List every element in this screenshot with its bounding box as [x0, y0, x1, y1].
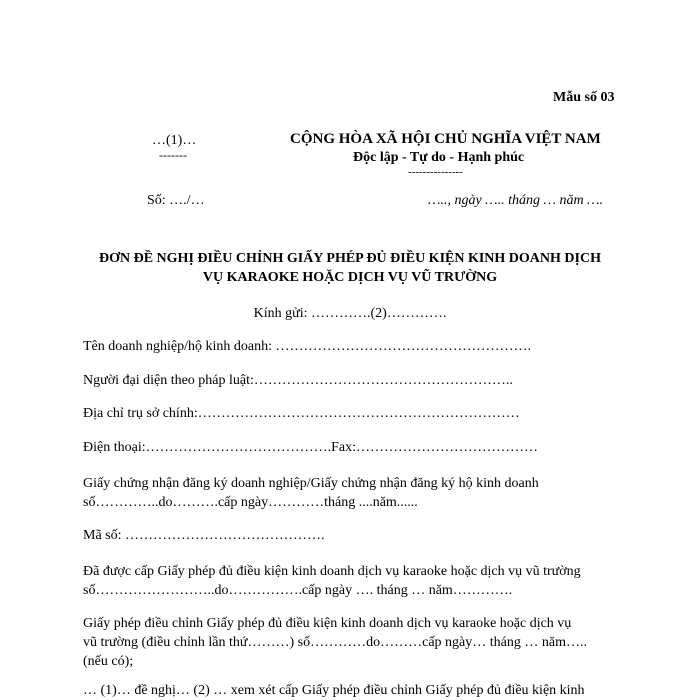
- adjusted-line-2: vũ trường (điều chỉnh lần thứ………) số…………do………cấp ngày… tháng … năm…..: [83, 635, 587, 650]
- adjusted-line-3: (nếu có);: [83, 654, 134, 669]
- field-head-office-address: Địa chỉ trụ sở chính:……………………………………………………………: [83, 406, 520, 421]
- license-line-1: Đã được cấp Giấy phép đủ điều kiện kinh doanh dịch vụ karaoke hoặc dịch vụ vũ trường: [83, 564, 581, 579]
- license-line-2: số……………………..do…………….cấp ngày …. tháng … năm………….: [83, 583, 513, 598]
- document-title-line-2: VỤ KARAOKE HOẶC DỊCH VỤ VŨ TRƯỜNG: [202, 270, 498, 285]
- certificate-line-1: Giấy chứng nhận đăng ký doanh nghiệp/Giấy chứng nhận đăng ký hộ kinh doanh: [83, 476, 539, 491]
- field-business-certificate: [83, 474, 623, 512]
- addressee: Kính gửi: ………….(2)………….: [253, 306, 447, 321]
- motto-rule: ---------------: [408, 166, 463, 178]
- field-tax-code: Mã số: …………………………………….: [83, 528, 325, 543]
- form-number: Mẫu số 03: [553, 90, 615, 105]
- request-paragraph-line-1: … (1)… đề nghị… (2) … xem xét cấp Giấy phép điều chỉnh Giấy phép đủ điều kiện kinh: [83, 683, 585, 698]
- document-title-line-1: ĐƠN ĐỀ NGHỊ ĐIỀU CHỈNH GIẤY PHÉP ĐỦ ĐIỀU KIỆN KINH DOANH DỊCH: [99, 251, 601, 266]
- document-number: Số: …./…: [147, 193, 205, 208]
- issuer-rule: -------: [159, 148, 187, 162]
- adjusted-line-1: Giấy phép điều chỉnh Giấy phép đủ điều kiện kinh doanh dịch vụ karaoke hoặc dịch vụ: [83, 616, 572, 631]
- field-business-name: Tên doanh nghiệp/hộ kinh doanh: ……………………………………………….: [83, 339, 531, 354]
- field-adjusted-license: [83, 614, 623, 671]
- issuer-ref: …(1)…: [152, 133, 197, 148]
- field-legal-representative: Người đại diện theo pháp luật:………………………………………………..: [83, 373, 513, 388]
- field-existing-license: [83, 562, 623, 600]
- document-date: ….., ngày ….. tháng … năm ….: [428, 193, 604, 208]
- certificate-line-2: số…………..do……….cấp ngày…………tháng ....năm......: [83, 495, 418, 510]
- country-name: CỘNG HÒA XÃ HỘI CHỦ NGHĨA VIỆT NAM: [290, 131, 601, 147]
- field-phone-fax: Điện thoại:………………………………….Fax:…………………………………: [83, 440, 538, 455]
- motto: Độc lập - Tự do - Hạnh phúc: [353, 150, 525, 165]
